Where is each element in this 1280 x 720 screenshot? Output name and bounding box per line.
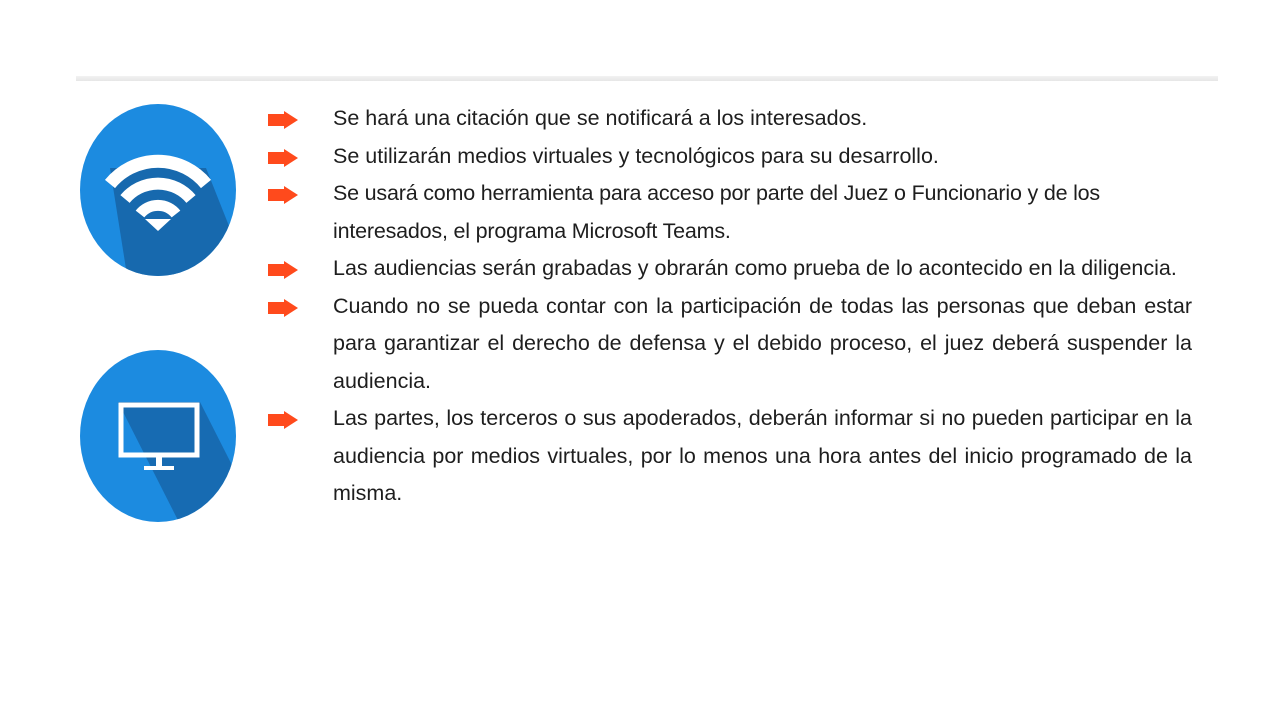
bullet-item <box>266 100 1192 138</box>
bullet-item <box>266 175 1192 250</box>
arrow-right-icon <box>268 149 298 167</box>
bullet-text: Las partes, los terceros o sus apoderados, deberán informar si no pueden participar en la audiencia por medios virtuales, por lo menos una hora antes del inicio programado de la misma. <box>333 406 1192 505</box>
monitor-icon <box>80 350 236 522</box>
top-divider <box>76 76 1218 81</box>
arrow-right-icon <box>268 411 298 429</box>
bullet-text: Se utilizarán medios virtuales y tecnológicos para su desarrollo. <box>333 143 939 168</box>
bullet-text: Cuando no se pueda contar con la participación de todas las personas que deban estar para garantizar el derecho de defensa y el debido proceso, el juez deberá suspender la audiencia. <box>333 293 1192 393</box>
bullet-item <box>266 138 1192 176</box>
bullet-list <box>266 100 1192 513</box>
arrow-right-icon <box>268 186 298 204</box>
bullet-item <box>266 288 1192 401</box>
bullet-text: Se usará como herramienta para acceso por parte del Juez o Funcionario y de los interesados, el programa Microsoft Teams. <box>333 181 1100 243</box>
wifi-icon <box>80 104 236 276</box>
arrow-right-icon <box>268 261 298 279</box>
bullet-text: Se hará una citación que se notificará a los interesados. <box>333 106 868 130</box>
bullet-text: Las audiencias serán grabadas y obrarán como prueba de lo acontecido en la diligencia. <box>333 256 1177 280</box>
arrow-right-icon <box>268 111 298 129</box>
monitor-circle <box>80 350 236 522</box>
bullet-item <box>266 250 1192 288</box>
wifi-circle <box>80 104 236 276</box>
arrow-right-icon <box>268 299 298 317</box>
bullet-item <box>266 400 1192 513</box>
